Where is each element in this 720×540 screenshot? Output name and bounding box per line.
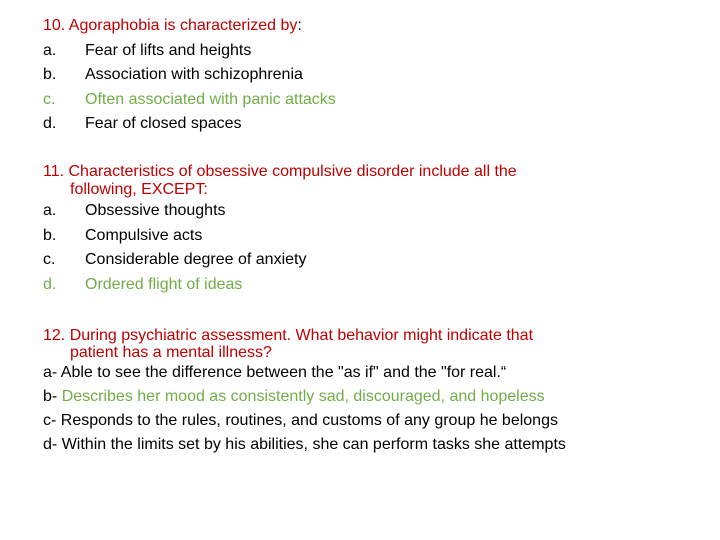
option-text: Responds to the rules, routines, and customs of any group he belongs (60, 412, 558, 429)
question-11-option-c (43, 248, 713, 273)
question-11-stem-line-2: following, EXCEPT: (70, 181, 208, 198)
question-10-stem (43, 14, 713, 39)
question-12-stem-line-2: patient has a mental illness? (70, 344, 272, 361)
option-letter: b- (43, 388, 58, 405)
question-10-option-c (43, 88, 713, 113)
question-11-option-d (43, 273, 713, 298)
option-letter: b. (43, 226, 57, 244)
question-12-stem-line-1: 12. During psychiatric assessment. What behavior might indicate that (43, 327, 534, 344)
option-text: Obsessive thoughts (85, 202, 226, 219)
option-text: Fear of lifts and heights (85, 41, 252, 59)
question-10-option-a (43, 39, 713, 64)
question-11-option-a (43, 199, 713, 224)
question-12 (43, 327, 713, 457)
option-letter: c- (43, 412, 57, 429)
question-10-stem-colon: : (297, 17, 302, 34)
question-12-option-d (43, 433, 713, 457)
option-letter: d. (43, 115, 57, 132)
option-letter: c. (43, 251, 56, 268)
option-text: Ordered flight of ideas (85, 275, 243, 293)
option-text: Often associated with panic attacks (85, 90, 336, 108)
option-text: Able to see the difference between the "as if" and the "for real.“ (60, 364, 507, 381)
option-text: Association with schizophrenia (85, 66, 303, 83)
option-text: Fear of closed spaces (85, 115, 242, 132)
question-10 (43, 14, 713, 137)
option-text: Compulsive acts (85, 226, 203, 244)
option-letter: c. (43, 90, 56, 108)
option-letter: d- (43, 436, 58, 453)
option-text: Describes her mood as consistently sad, discouraged, and hopeless (61, 388, 545, 405)
option-letter: a. (43, 202, 57, 219)
question-11-stem-line-1: 11. Characteristics of obsessive compulsive disorder include all the (43, 163, 517, 180)
option-letter: b. (43, 66, 57, 83)
question-11 (43, 163, 713, 297)
question-11-option-b (43, 224, 713, 249)
question-12-option-a (43, 361, 713, 385)
question-10-option-d (43, 112, 713, 137)
question-10-stem-text: 10. Agoraphobia is characterized by (43, 17, 298, 34)
question-12-option-b (43, 385, 713, 409)
option-text: Within the limits set by his abilities, she can perform tasks she attempts (61, 436, 566, 453)
question-10-option-b (43, 63, 713, 88)
option-text: Considerable degree of anxiety (85, 251, 307, 268)
option-letter: a. (43, 41, 57, 59)
option-letter: d. (43, 275, 57, 293)
question-12-option-c (43, 409, 713, 433)
option-letter: a- (43, 364, 58, 381)
